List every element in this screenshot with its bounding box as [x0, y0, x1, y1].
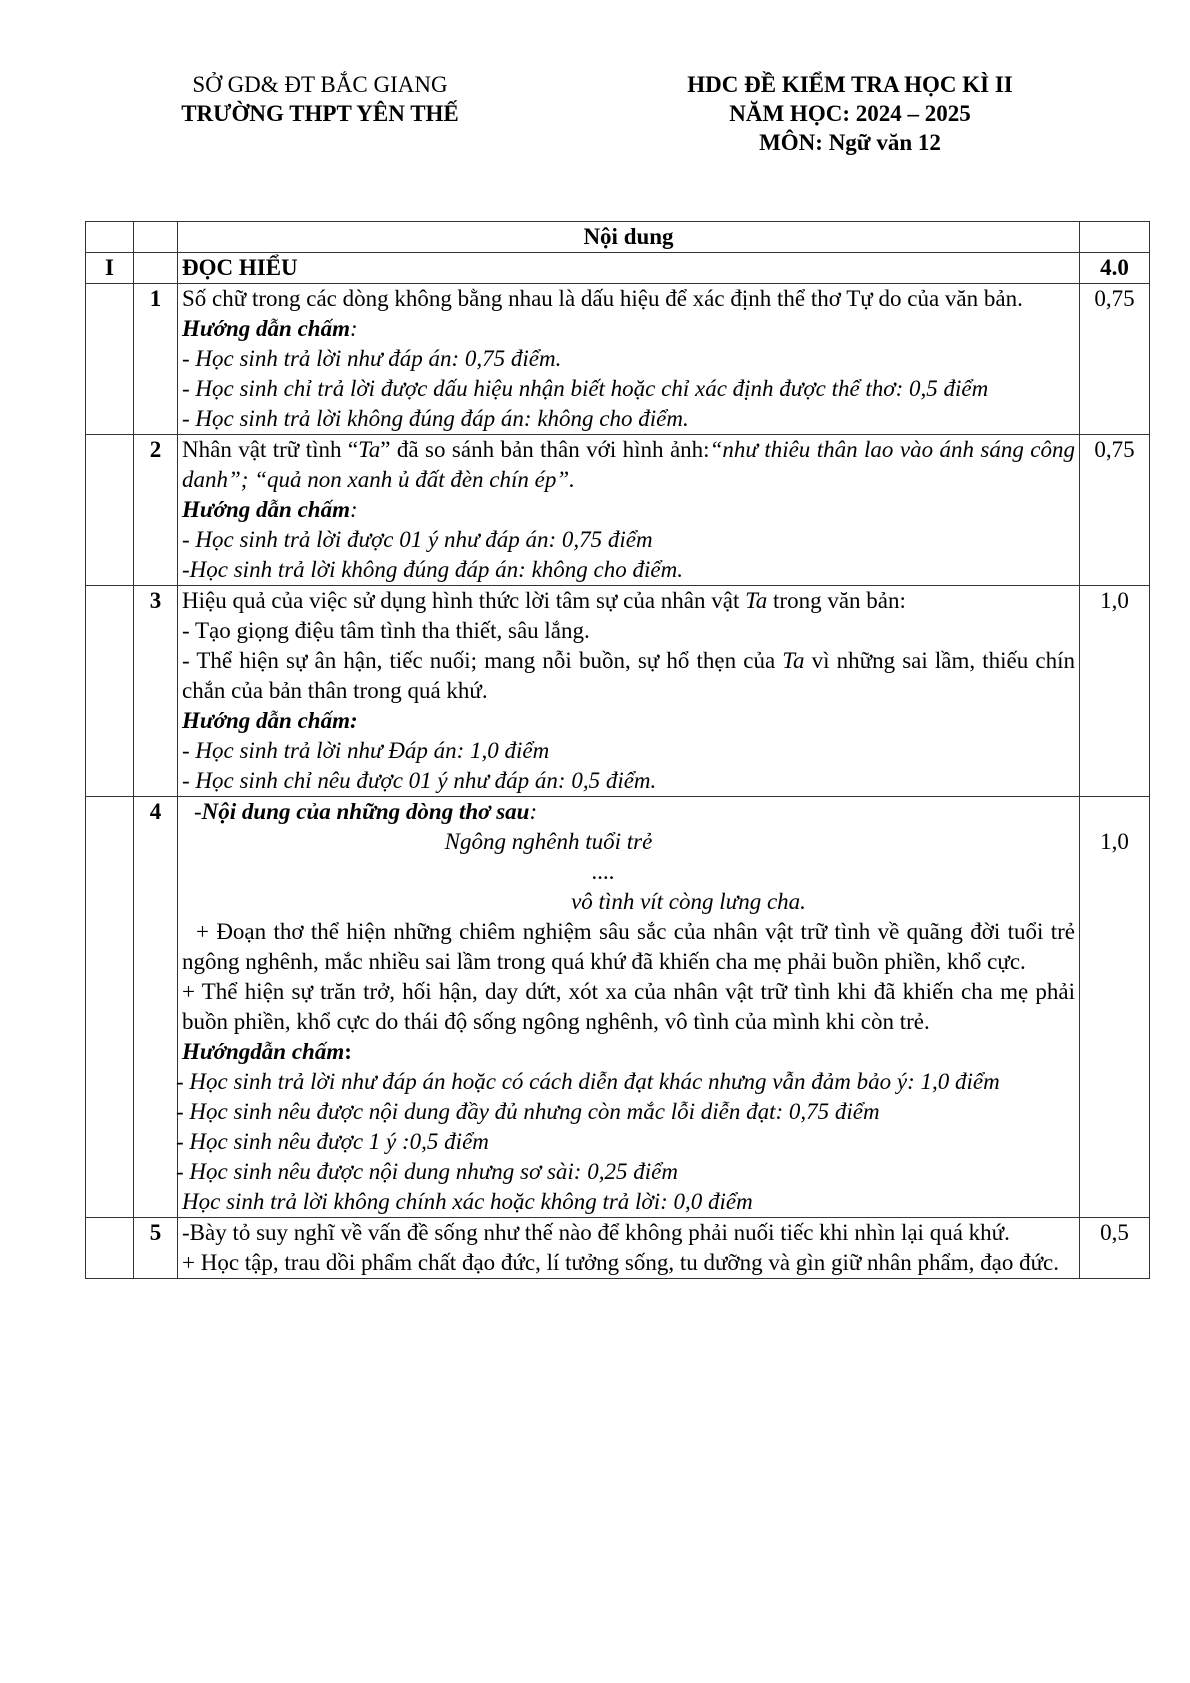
answer-key-table: [85, 221, 1150, 1279]
answer-point: + Đoạn thơ thể hiện những chiêm nghiệm sâu sắc của nhân vật trữ tình về quãng đời tuổi trẻ ngông nghênh, mắc nhiều sai lầm trong quá khứ đã khiến cha mẹ phải buồn phiền, khổ cực.: [182, 919, 1075, 974]
guide-item: - Học sinh chỉ trả lời được dấu hiệu nhận biết hoặc chỉ xác định được thể thơ: 0,5 điểm: [182, 376, 989, 401]
table-row: [86, 435, 1150, 586]
guide-item: Học sinh trả lời không chính xác hoặc không trả lời: 0,0 điểm: [182, 1189, 753, 1214]
guide-title: Hướngdẫn chấm: [182, 1039, 345, 1064]
guide-item: - Học sinh chỉ nêu được 01 ý như đáp án: 0,5 điểm.: [182, 768, 657, 793]
guide-item: - Học sinh nêu được nội dung nhưng sơ sài: 0,25 điểm: [176, 1159, 678, 1184]
question-number: 4: [134, 797, 178, 1218]
answer-point: + Học tập, trau dồi phẩm chất đạo đức, lí tưởng sống, tu dưỡng và gìn giữ nhân phẩm, đạo đức.: [182, 1250, 1059, 1275]
guide-item: - Học sinh nêu được nội dung đầy đủ nhưng còn mắc lỗi diễn đạt: 0,75 điểm: [176, 1099, 880, 1124]
poem-ellipsis: ....: [592, 859, 615, 884]
table-row: [86, 284, 1150, 435]
question-number: 1: [134, 284, 178, 435]
guide-item: - Học sinh nêu được 1 ý :0,5 điểm: [176, 1129, 489, 1154]
answer-text: Nhân vật trữ tình “Ta” đã so sánh bản thân với hình ảnh:“như thiêu thân lao vào ánh sáng công danh”; “quả non xanh ủ đất đèn chín ép”.: [182, 437, 1075, 492]
answer-point: - Tạo giọng điệu tâm tình tha thiết, sâu lắng.: [182, 618, 590, 643]
answer-intro: Hiệu quả của việc sử dụng hình thức lời tâm sự của nhân vật Ta trong văn bản:: [182, 588, 906, 613]
guide-item: -Học sinh trả lời không đúng đáp án: không cho điểm.: [182, 557, 683, 582]
section-score: 4.0: [1080, 253, 1150, 284]
school-header: [150, 70, 490, 128]
question-content: [178, 586, 1080, 797]
guide-title: Hướng dẫn chấm:: [182, 708, 358, 733]
answer-point: -Bày tỏ suy nghĩ về vấn đề sống như thế nào để không phải nuối tiếc khi nhìn lại quá khứ.: [182, 1220, 1010, 1245]
answer-point: - Thể hiện sự ân hận, tiếc nuối; mang nỗi buồn, sự hổ thẹn của Ta vì những sai lầm, thiếu chín chắn của bản thân trong quá khứ.: [182, 648, 1075, 703]
guide-title: Hướng dẫn chấm: [182, 497, 350, 522]
answer-title: -Nội dung của những dòng thơ sau:: [194, 799, 538, 824]
guide-title: Hướng dẫn chấm: [182, 316, 350, 341]
guide-item: - Học sinh trả lời như đáp án hoặc có cách diễn đạt khác nhưng vẫn đảm bảo ý: 1,0 điểm: [176, 1069, 1000, 1094]
section-row: [86, 253, 1150, 284]
question-content: Nhân vật trữ tình “Ta” đã so sánh bản thân với hình ảnh:“như thiêu thân lao vào ánh sáng công danh”; “quả non xanh ủ đất đèn chín ép”. Hướng dẫn chấm: - Học sinh trả lời được 01 ý như đáp án: 0,75 điểm -Học sinh trả lời không đúng đáp án: không cho điểm.: [178, 435, 1080, 586]
school-name: TRƯỜNG THPT YÊN THẾ: [181, 101, 459, 126]
poem-line: Ngông nghênh tuổi trẻ: [444, 829, 653, 854]
section-number: I: [86, 253, 134, 284]
table-row: [86, 586, 1150, 797]
section-title: ĐỌC HIỂU: [178, 253, 1080, 284]
table-row: [86, 797, 1150, 1218]
question-number: 2: [134, 435, 178, 586]
guide-item: - Học sinh trả lời như Đáp án: 1,0 điểm: [182, 738, 550, 763]
answer-text: Số chữ trong các dòng không bằng nhau là dấu hiệu để xác định thể thơ Tự do của văn bản.: [182, 286, 1023, 311]
question-score: 1,0: [1080, 797, 1150, 1218]
question-score: 0,5: [1080, 1218, 1150, 1279]
answer-point: + Thể hiện sự trăn trở, hối hận, day dứt, xót xa của nhân vật trữ tình khi đã khiến cha mẹ phải buồn phiền, khổ cực do thái độ sống ngông nghênh, vô tình của mình khi còn trẻ.: [182, 979, 1075, 1034]
question-number: 5: [134, 1218, 178, 1279]
guide-item: - Học sinh trả lời được 01 ý như đáp án: 0,75 điểm: [182, 527, 653, 552]
guide-item: - Học sinh trả lời như đáp án: 0,75 điểm.: [182, 346, 562, 371]
question-number: 3: [134, 586, 178, 797]
subject: MÔN: Ngữ văn 12: [759, 130, 941, 155]
question-content: -Nội dung của những dòng thơ sau: Ngông nghênh tuổi trẻ .... vô tình vít còng lưng cha. + Đoạn thơ thể hiện những chiêm nghiệm sâu sắc của nhân vật trữ tình về quãng đời tuổi trẻ ngông nghênh, mắc nhiều sai lầm trong quá khứ đã khiến cha mẹ phải buồn phiền, khổ cực. + Thể hiện sự trăn trở, hối hận, day dứt, xót xa của nhân vật trữ tình khi đã khiến cha mẹ phải buồn phiền, khổ cực do thái độ sống ngông nghênh, vô tình của mình khi còn trẻ. Hướngdẫn chấm: - Học sinh trả lời như đáp án hoặc có cách diễn đạt khác nhưng vẫn đảm bảo ý: 1,0 điểm - Học sinh nêu được nội dung đầy đủ nhưng còn mắc lỗi diễn đạt: 0,75 điểm - Học sinh nêu được 1 ý :0,5 điểm - Học sinh nêu được nội dung nhưng sơ sài: 0,25 điểm Học sinh trả lời không chính xác hoặc không trả lời: 0,0 điểm: [178, 797, 1080, 1218]
exam-title: HDC ĐỀ KIỂM TRA HỌC KÌ II: [687, 72, 1013, 97]
exam-header: [640, 70, 1060, 157]
department-name: SỞ GD& ĐT BẮC GIANG: [192, 72, 448, 97]
content-header: Nội dung: [178, 222, 1080, 253]
table-header-row: [86, 222, 1150, 253]
question-content: Số chữ trong các dòng không bằng nhau là dấu hiệu để xác định thể thơ Tự do của văn bản. Hướng dẫn chấm: - Học sinh trả lời như đáp án: 0,75 điểm. - Học sinh chỉ trả lời được dấu hiệu nhận biết hoặc chỉ xác định được thể thơ: 0,5 điểm - Học sinh trả lời không đúng đáp án: không cho điểm.: [178, 284, 1080, 435]
school-year: NĂM HỌC: 2024 – 2025: [729, 101, 971, 126]
question-score: 0,75: [1080, 435, 1150, 586]
question-score: 0,75: [1080, 284, 1150, 435]
poem-line: vô tình vít còng lưng cha.: [571, 889, 806, 914]
question-content: [178, 1218, 1080, 1279]
guide-item: - Học sinh trả lời không đúng đáp án: không cho điểm.: [182, 406, 689, 431]
table-row: [86, 1218, 1150, 1279]
question-score: 1,0: [1080, 586, 1150, 797]
